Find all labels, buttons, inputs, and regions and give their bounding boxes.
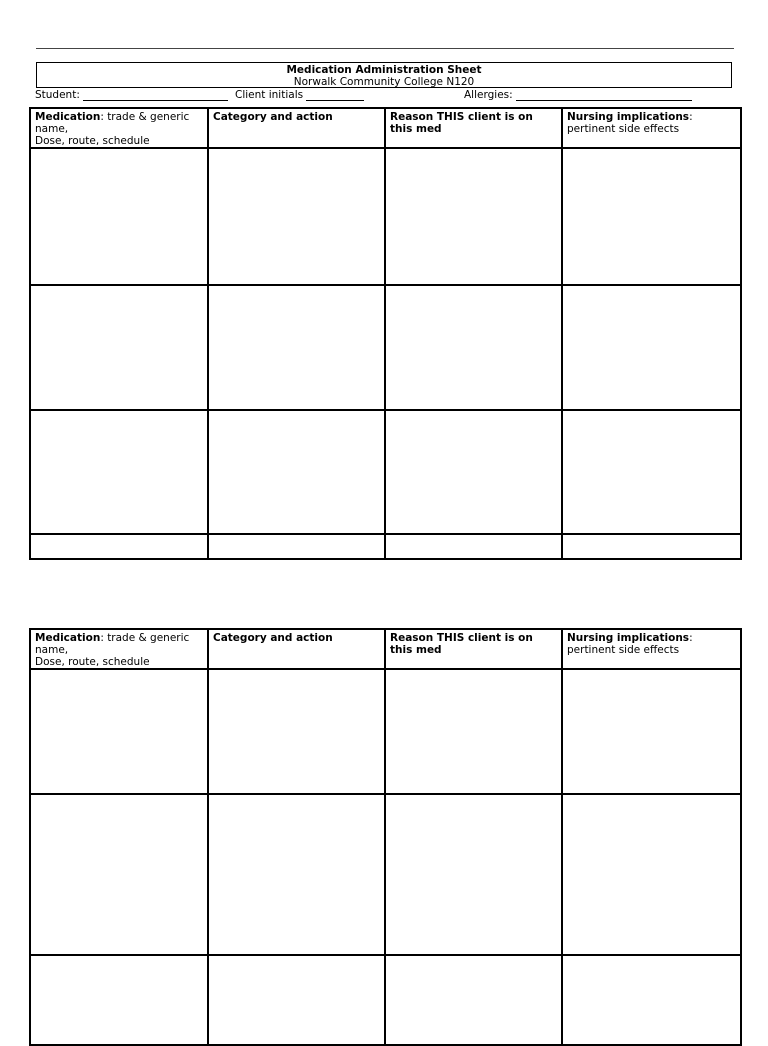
- table-row: [30, 794, 741, 955]
- sheet-title: Medication Administration Sheet: [286, 64, 482, 76]
- top-rule: [36, 48, 734, 49]
- student-input[interactable]: [83, 90, 228, 101]
- reason-cell[interactable]: [385, 955, 562, 1045]
- medication-cell[interactable]: [30, 534, 208, 559]
- medication-table-1: [29, 107, 742, 560]
- category-cell[interactable]: [208, 794, 385, 955]
- table-header-row: [30, 629, 741, 669]
- table-row: [30, 955, 741, 1045]
- nursing-cell[interactable]: [562, 285, 741, 410]
- client-initials-label: Client initials: [235, 89, 304, 101]
- table-row: [30, 534, 741, 559]
- nursing-cell[interactable]: [562, 534, 741, 559]
- category-cell[interactable]: [208, 148, 385, 285]
- category-cell[interactable]: [208, 410, 385, 534]
- table-row: [30, 285, 741, 410]
- reason-cell[interactable]: [385, 148, 562, 285]
- header-medication: Medication: trade & generic name, Dose, route, schedule: [30, 108, 208, 148]
- reason-cell[interactable]: [385, 669, 562, 794]
- header-reason: Reason THIS client is on this med: [385, 629, 562, 669]
- sheet-subtitle: Norwalk Community College N120: [293, 76, 475, 88]
- nursing-cell[interactable]: [562, 148, 741, 285]
- header-nursing: Nursing implications: pertinent side effects: [562, 108, 741, 148]
- client-initials-field: [235, 89, 364, 101]
- table-row: [30, 669, 741, 794]
- medication-cell[interactable]: [30, 955, 208, 1045]
- reason-cell[interactable]: [385, 794, 562, 955]
- medication-cell[interactable]: [30, 410, 208, 534]
- category-cell[interactable]: [208, 285, 385, 410]
- nursing-cell[interactable]: [562, 955, 741, 1045]
- medication-cell[interactable]: [30, 285, 208, 410]
- header-category: Category and action: [208, 629, 385, 669]
- header-nursing: Nursing implications: pertinent side effects: [562, 629, 741, 669]
- table-header-row: [30, 108, 741, 148]
- client-initials-input[interactable]: [306, 90, 364, 101]
- medication-cell[interactable]: [30, 794, 208, 955]
- table-row: [30, 148, 741, 285]
- allergies-field: [464, 89, 692, 101]
- reason-cell[interactable]: [385, 285, 562, 410]
- student-label: Student:: [35, 89, 80, 101]
- title-box: [36, 62, 732, 88]
- allergies-label: Allergies:: [464, 89, 513, 101]
- student-field: [35, 89, 228, 101]
- category-cell[interactable]: [208, 669, 385, 794]
- medication-cell[interactable]: [30, 669, 208, 794]
- reason-cell[interactable]: [385, 534, 562, 559]
- table-row: [30, 410, 741, 534]
- header-category: Category and action: [208, 108, 385, 148]
- category-cell[interactable]: [208, 955, 385, 1045]
- medication-cell[interactable]: [30, 148, 208, 285]
- header-medication: Medication: trade & generic name, Dose, route, schedule: [30, 629, 208, 669]
- category-cell[interactable]: [208, 534, 385, 559]
- medication-table-2: [29, 628, 742, 1046]
- nursing-cell[interactable]: [562, 410, 741, 534]
- allergies-input[interactable]: [516, 90, 692, 101]
- nursing-cell[interactable]: [562, 669, 741, 794]
- nursing-cell[interactable]: [562, 794, 741, 955]
- reason-cell[interactable]: [385, 410, 562, 534]
- header-reason: Reason THIS client is on this med: [385, 108, 562, 148]
